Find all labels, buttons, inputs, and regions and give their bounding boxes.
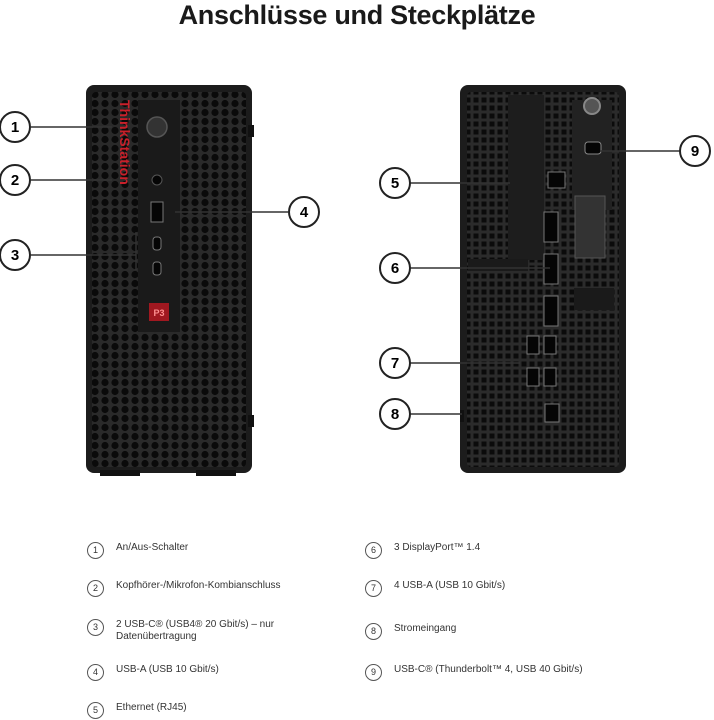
legend-number: 7	[365, 580, 382, 597]
legend-item	[87, 619, 296, 643]
callout-2	[0, 165, 30, 195]
legend-label: Ethernet (RJ45)	[116, 702, 187, 713]
displayport-port	[544, 296, 558, 326]
legend-label: An/Aus-Schalter	[116, 542, 189, 553]
legend-number: 4	[87, 664, 104, 681]
legend-label: Stromeingang	[394, 623, 457, 634]
callout-3	[0, 240, 30, 270]
svg-text:7: 7	[390, 355, 400, 372]
legend-item	[87, 664, 306, 681]
legend-label: 3 DisplayPort™ 1.4	[394, 542, 481, 553]
back-usb-a-port	[544, 368, 556, 386]
legend-item	[87, 702, 306, 719]
front-usb-c-port	[153, 262, 161, 275]
back-usb-c-port[interactable]	[585, 142, 601, 154]
legend-item	[365, 542, 654, 559]
audio-jack	[152, 175, 162, 185]
callout-5	[380, 168, 410, 198]
legend-number: 9	[365, 664, 382, 681]
front-usb-c-port	[153, 237, 161, 250]
callout-6	[380, 253, 410, 283]
legend-item	[365, 623, 654, 640]
ethernet-port	[548, 172, 565, 188]
power-input	[545, 404, 559, 422]
legend-item	[365, 580, 654, 597]
callout-8	[380, 399, 410, 429]
legend-item	[365, 664, 694, 681]
legend-label: 2 USB-C® (USB4® 20 Gbit/s) – nur Datenübertragung	[116, 619, 275, 642]
legend-label: Kopfhörer-/Mikrofon-Kombianschluss	[116, 580, 281, 591]
svg-text:9: 9	[690, 143, 700, 160]
svg-text:3: 3	[10, 247, 20, 264]
svg-text:5: 5	[390, 175, 400, 192]
legend-number: 8	[365, 623, 382, 640]
callout-4	[289, 197, 319, 227]
displayport-port	[544, 254, 558, 284]
svg-text:6: 6	[390, 260, 400, 277]
svg-text:1: 1	[10, 119, 20, 136]
back-usb-a-port	[544, 336, 556, 354]
back-usb-a-port	[527, 368, 539, 386]
legend-number: 6	[365, 542, 382, 559]
legend-number: 3	[87, 619, 104, 636]
svg-text:8: 8	[390, 406, 400, 423]
power-button[interactable]	[147, 117, 167, 137]
model-badge-text: P3	[153, 308, 165, 318]
page-title: Anschlüsse und Steckplätze	[178, 0, 536, 30]
front-panel	[86, 85, 254, 476]
legend-number: 1	[87, 542, 104, 559]
back-usb-a-port	[527, 336, 539, 354]
callout-7	[380, 348, 410, 378]
legend-number: 5	[87, 702, 104, 719]
legend-label: USB-C® (Thunderbolt™ 4, USB 40 Gbit/s)	[394, 664, 583, 675]
callout-9	[680, 136, 710, 166]
legend-number: 2	[87, 580, 104, 597]
legend-item	[87, 580, 306, 597]
svg-text:2: 2	[10, 172, 20, 189]
svg-text:4: 4	[299, 204, 309, 221]
legend-label: USB-A (USB 10 Gbit/s)	[116, 664, 219, 675]
displayport-port	[544, 212, 558, 242]
brand-text: ThinkStation	[117, 100, 133, 185]
callout-1	[0, 112, 30, 142]
back-panel	[460, 85, 626, 473]
port-legend	[0, 530, 714, 720]
legend-label: 4 USB-A (USB 10 Gbit/s)	[394, 580, 506, 591]
thumbscrew	[584, 98, 600, 114]
front-usb-a-port	[151, 202, 163, 222]
legend-item	[87, 542, 306, 559]
